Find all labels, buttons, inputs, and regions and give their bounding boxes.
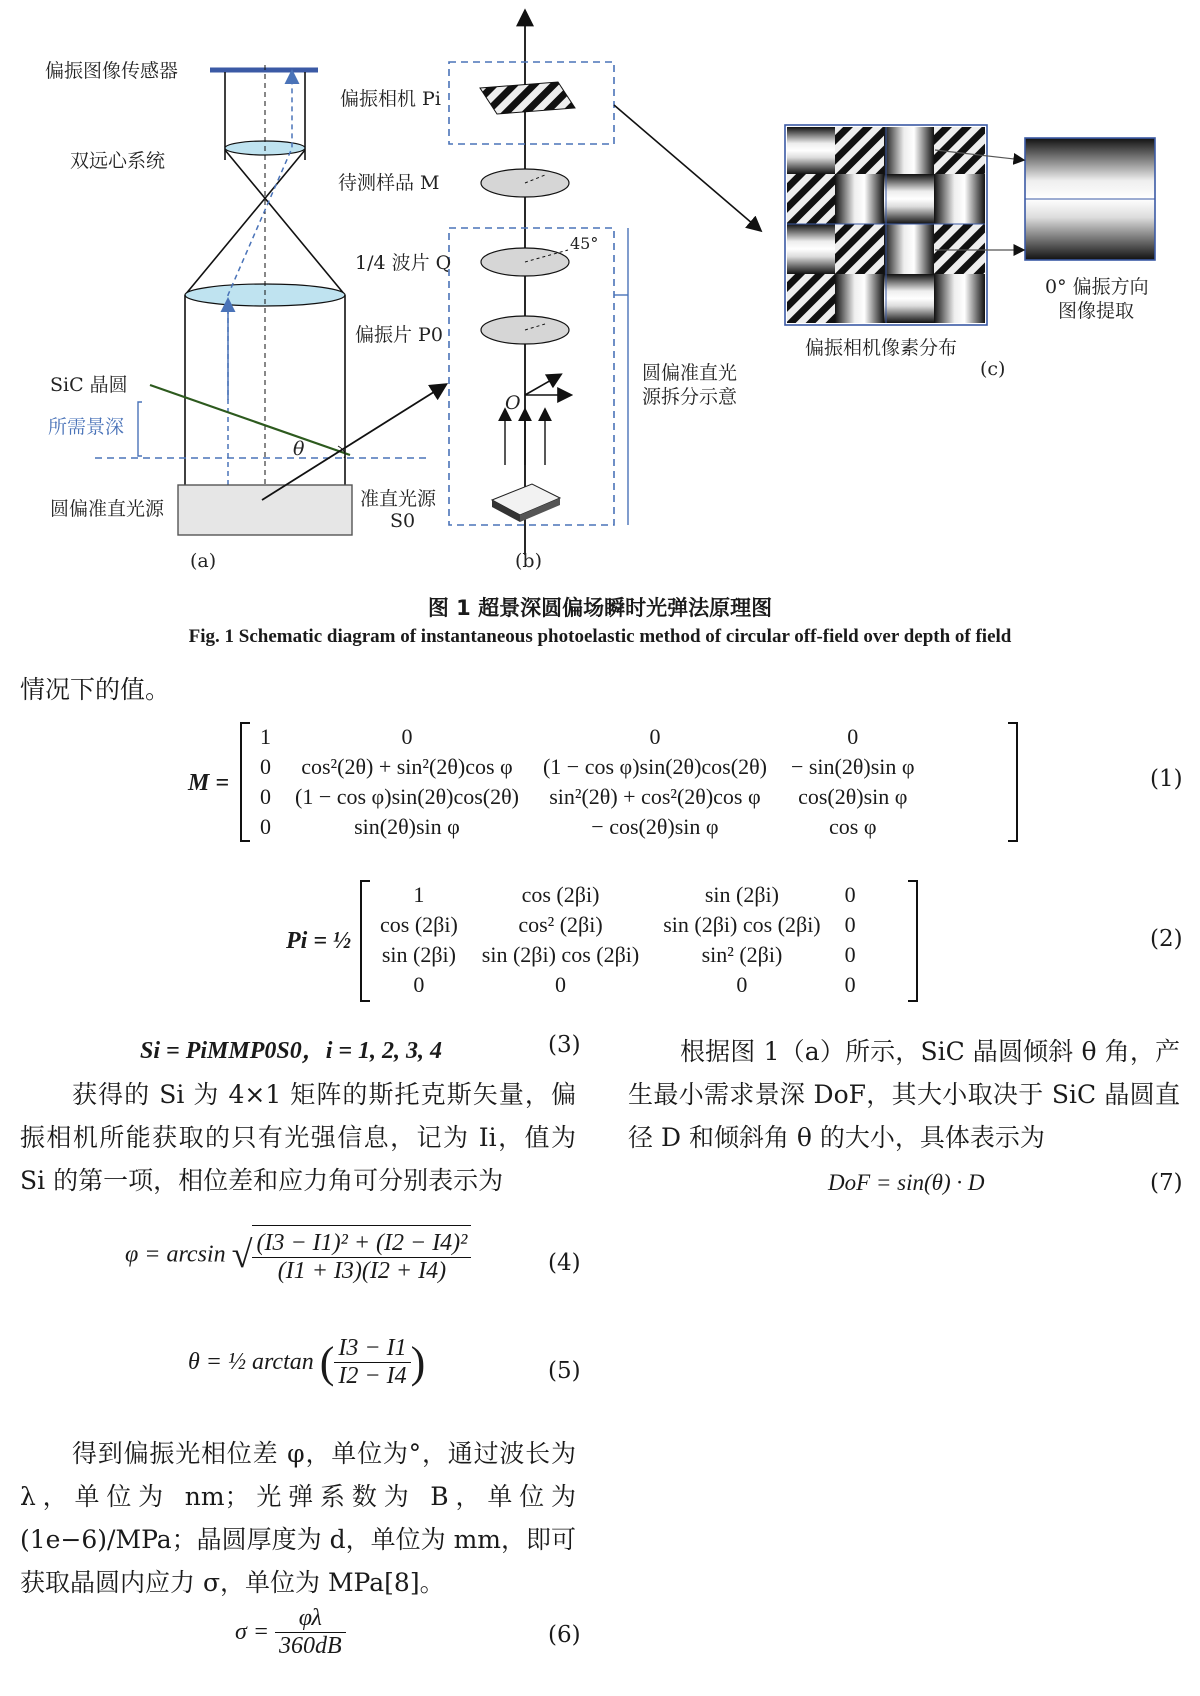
eq4-lhs: φ = arcsin <box>125 1241 226 1268</box>
eq6-number: (6) <box>548 1622 581 1648</box>
label-split-1: 圆偏准直光 <box>642 362 738 384</box>
label-polarizer: 偏振片 P0 <box>355 324 443 346</box>
eq5-lhs: θ = ½ arctan <box>188 1349 314 1375</box>
wafer-line <box>150 385 350 455</box>
label-quarter-wave: 1/4 波片 Q <box>355 252 452 274</box>
eq6-numerator: φλ <box>275 1605 346 1633</box>
eq3-number: (3) <box>548 1032 581 1058</box>
label-camera: 偏振相机 Pi <box>340 88 441 110</box>
label-origin: O <box>505 392 521 414</box>
eq2-number: (2) <box>1150 926 1183 952</box>
eq5-denominator: I2 − I4 <box>338 1363 407 1389</box>
eq6 <box>235 1605 346 1660</box>
eq6-lhs: σ = <box>235 1619 270 1645</box>
eq5-numerator: I3 − I1 <box>334 1335 410 1363</box>
label-wafer: SiC 晶圆 <box>50 374 128 396</box>
eq4: φ = arcsin √ $\frac{\text{(I3 − I1)² + (I2 − I4)²}}{(I1 + I3)(I2 + I4)}$ <box>125 1225 471 1285</box>
caption-cn: 图 1 超景深圆偏场瞬时光弹法原理图 <box>427 596 773 620</box>
label-split-2: 源拆分示意 <box>642 386 738 408</box>
panel-b <box>449 12 628 555</box>
eq7-number: (7) <box>1150 1170 1183 1196</box>
eq1-bracket-right <box>1008 722 1018 842</box>
label-theta: θ <box>293 438 305 460</box>
label-extract-2: 图像提取 <box>1058 300 1135 322</box>
paragraph-phase: 得到偏振光相位差 φ，单位为°，通过波长为 λ，单位为 nm；光弹系数为 B，单位为 (1e−6)/MPa；晶圆厚度为 d，单位为 mm，即可获取晶圆内应力 σ，单位为 MPa[8]。 <box>20 1439 576 1597</box>
label-sample: 待测样品 M <box>338 172 440 194</box>
eq6-denominator: 360dB <box>279 1633 342 1659</box>
label-collimated-2: S0 <box>390 510 416 532</box>
caption-en: Fig. 1 Schematic diagram of instantaneous photoelastic method of circular off-field over depth of field <box>188 626 1012 647</box>
paragraph-stokes: 获得的 Si 为 4×1 矩阵的斯托克斯矢量，偏振相机所能获取的只有光强信息，记为 Ii，值为 Si 的第一项，相位差和应力角可分别表示为 <box>20 1080 576 1195</box>
camera-sensor-icon <box>480 82 575 114</box>
figure-1 <box>0 0 1200 580</box>
label-pixel-dist: 偏振相机像素分布 <box>805 337 958 359</box>
led-source-icon <box>492 484 560 522</box>
eq4-number: (4) <box>548 1250 581 1276</box>
label-sensor: 偏振图像传感器 <box>45 60 179 82</box>
eq1-matrix: 1 0 0 0 0 cos²(2θ) + sin²(2θ)cos φ (1 − cos φ)sin(2θ)cos(2θ) − sin(2θ)sin φ 0 (1 − cos φ)sin(2θ)cos(2θ) sin²(2θ) + cos²(2θ)cos φ cos(2θ)sin φ 0 sin(2θ)sin φ − cos(2θ)sin φ cos φ <box>260 724 915 839</box>
eq5-number: (5) <box>548 1358 581 1384</box>
panel-a <box>95 65 445 535</box>
label-collimated-1: 准直光源 <box>360 488 437 510</box>
label-45: 45° <box>570 234 599 253</box>
paragraph-right: 根据图 1（a）所示，SiC 晶圆倾斜 θ 角，产生最小需求景深 DoF，其大小取决于 SiC 晶圆直径 D 和倾斜角 θ 的大小，具体表示为 <box>628 1037 1180 1152</box>
label-source: 圆偏准直光源 <box>50 498 165 520</box>
eq2-label: Pi = ½ <box>286 928 352 954</box>
lead-text: 情况下的值。 <box>20 675 171 704</box>
eq2-matrix: 1 cos (2βi) sin (2βi) 0 cos (2βi) cos² (2βi) sin (2βi) cos (2βi) 0 sin (2βi) sin (2βi) cos (2βi) sin² (2βi) 0 0 0 0 0 <box>380 882 856 997</box>
tag-b: (b) <box>515 550 542 572</box>
eq5: θ = ½ arctan ( $\frac{I3 - I1}{I2 - I4}$ ) <box>188 1335 426 1389</box>
tag-a: (a) <box>190 550 217 572</box>
tag-c: (c) <box>980 358 1006 380</box>
eq7: DoF = sin(θ) · D <box>828 1170 985 1195</box>
label-extract-1: 0° 偏振方向 <box>1045 276 1149 298</box>
eq1-number: (1) <box>1150 766 1183 792</box>
eq4-numerator: (I3 − I1)² + (I2 − I4)² <box>252 1230 471 1258</box>
eq4-denominator: (I1 + I3)(I2 + I4) <box>277 1258 447 1284</box>
source-box <box>178 485 352 535</box>
eq2-bracket-right <box>908 880 918 1002</box>
label-telecentric: 双远心系统 <box>70 150 166 172</box>
eq1-label: M = <box>188 770 230 796</box>
eq3: Si = PiMMP0S0，i = 1, 2, 3, 4 <box>140 1038 443 1064</box>
label-depth: 所需景深 <box>48 416 125 438</box>
